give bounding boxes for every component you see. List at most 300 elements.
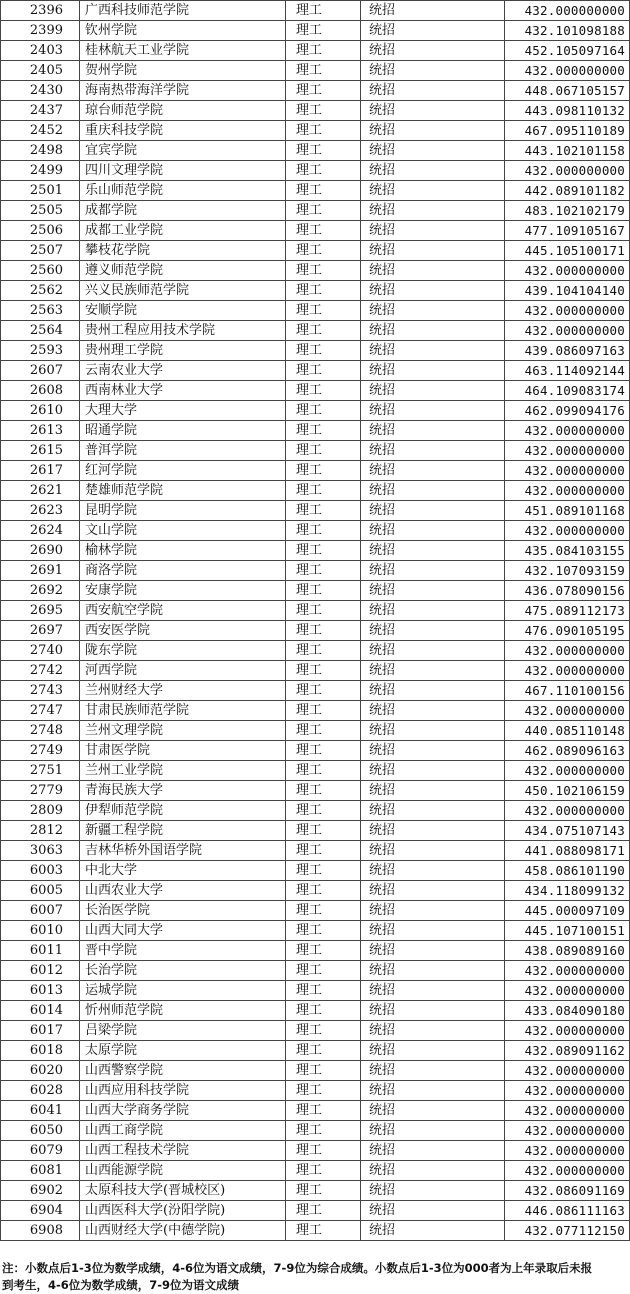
- category-cell: 理工: [286, 841, 361, 861]
- school-name-cell: 四川文理学院: [80, 161, 286, 181]
- table-row: [1, 501, 630, 521]
- school-code-text: 2613: [29, 423, 63, 438]
- school-name-cell: 遵义师范学院: [80, 261, 286, 281]
- school-code-cell: [1, 1161, 80, 1181]
- score-cell: 463.114092144: [505, 361, 630, 381]
- table-row: [1, 1161, 630, 1181]
- school-name-cell: 山西医科大学(汾阳学院): [80, 1201, 286, 1221]
- school-code-cell: [1, 361, 80, 381]
- category-cell: 理工: [286, 1001, 361, 1021]
- school-code-cell: [1, 821, 80, 841]
- school-code-text: 2690: [29, 543, 63, 558]
- school-code-text: 2615: [29, 443, 63, 458]
- score-cell: 432.000000000: [505, 441, 630, 461]
- category-cell: 理工: [286, 521, 361, 541]
- school-name-cell: 陇东学院: [80, 641, 286, 661]
- school-code-text: 2430: [29, 83, 63, 98]
- score-cell: 467.095110189: [505, 121, 630, 141]
- school-code-cell: [1, 1061, 80, 1081]
- school-code-text: 6908: [29, 1223, 63, 1238]
- category-cell: 理工: [286, 81, 361, 101]
- school-code-cell: [1, 901, 80, 921]
- table-row: [1, 1, 630, 21]
- category-cell: 理工: [286, 421, 361, 441]
- school-name-cell: 山西大同大学: [80, 921, 286, 941]
- school-code-cell: [1, 1201, 80, 1221]
- admission-type-cell: 统招: [361, 421, 505, 441]
- school-name-cell: 贵州理工学院: [80, 341, 286, 361]
- school-code-cell: [1, 121, 80, 141]
- score-cell: 433.084090180: [505, 1001, 630, 1021]
- table-row: [1, 761, 630, 781]
- school-code-cell: [1, 1101, 80, 1121]
- school-code-cell: [1, 581, 80, 601]
- school-code-text: 2748: [29, 723, 63, 738]
- score-cell: 440.085110148: [505, 721, 630, 741]
- admission-type-cell: 统招: [361, 681, 505, 701]
- table-row: [1, 1021, 630, 1041]
- school-code-cell: [1, 961, 80, 981]
- school-name-cell: 红河学院: [80, 461, 286, 481]
- score-cell: 452.105097164: [505, 41, 630, 61]
- table-row: [1, 921, 630, 941]
- table-row: [1, 601, 630, 621]
- school-code-cell: [1, 1121, 80, 1141]
- school-code-text: 2501: [29, 183, 63, 198]
- school-name-cell: 广西科技师范学院: [80, 1, 286, 21]
- category-cell: 理工: [286, 121, 361, 141]
- table-row: [1, 481, 630, 501]
- category-cell: 理工: [286, 821, 361, 841]
- school-code-cell: [1, 261, 80, 281]
- table-row: [1, 1201, 630, 1221]
- admission-type-cell: 统招: [361, 881, 505, 901]
- school-name-cell: 甘肃民族师范学院: [80, 701, 286, 721]
- admission-type-cell: 统招: [361, 501, 505, 521]
- school-code-text: 2747: [29, 703, 63, 718]
- school-code-text: 2452: [29, 123, 63, 138]
- school-code-text: 2812: [29, 823, 63, 838]
- school-code-text: 6010: [29, 923, 63, 938]
- score-cell: 432.000000000: [505, 61, 630, 81]
- school-code-cell: [1, 181, 80, 201]
- score-cell: 432.000000000: [505, 1121, 630, 1141]
- school-name-cell: 吕梁学院: [80, 1021, 286, 1041]
- admission-type-cell: 统招: [361, 341, 505, 361]
- score-cell: 432.089091162: [505, 1041, 630, 1061]
- admission-type-cell: 统招: [361, 441, 505, 461]
- score-cell: 432.000000000: [505, 1061, 630, 1081]
- admission-type-cell: 统招: [361, 201, 505, 221]
- category-cell: 理工: [286, 481, 361, 501]
- school-code-cell: [1, 281, 80, 301]
- school-code-text: 2743: [29, 683, 63, 698]
- school-code-cell: [1, 1001, 80, 1021]
- admission-type-cell: 统招: [361, 361, 505, 381]
- score-cell: 432.000000000: [505, 321, 630, 341]
- table-row: [1, 701, 630, 721]
- score-cell: 442.089101182: [505, 181, 630, 201]
- school-code-text: 2507: [29, 243, 63, 258]
- school-name-cell: 伊犁师范学院: [80, 801, 286, 821]
- school-code-cell: [1, 61, 80, 81]
- school-name-cell: 长治学院: [80, 961, 286, 981]
- table-row: [1, 1041, 630, 1061]
- table-row: [1, 161, 630, 181]
- school-code-text: 6028: [29, 1083, 63, 1098]
- category-cell: 理工: [286, 261, 361, 281]
- school-name-cell: 昆明学院: [80, 501, 286, 521]
- admission-type-cell: 统招: [361, 581, 505, 601]
- score-cell: 432.000000000: [505, 961, 630, 981]
- score-cell: 432.086091169: [505, 1181, 630, 1201]
- school-name-cell: 吉林华桥外国语学院: [80, 841, 286, 861]
- school-code-cell: [1, 721, 80, 741]
- score-cell: 434.118099132: [505, 881, 630, 901]
- school-name-cell: 山西能源学院: [80, 1161, 286, 1181]
- admission-type-cell: 统招: [361, 1221, 505, 1241]
- admission-type-cell: 统招: [361, 901, 505, 921]
- admission-type-cell: 统招: [361, 401, 505, 421]
- table-row: [1, 581, 630, 601]
- school-name-cell: 攀枝花学院: [80, 241, 286, 261]
- admission-type-cell: 统招: [361, 381, 505, 401]
- category-cell: 理工: [286, 201, 361, 221]
- category-cell: 理工: [286, 881, 361, 901]
- score-cell: 432.077112150: [505, 1221, 630, 1241]
- school-code-text: 2809: [29, 803, 63, 818]
- school-code-cell: [1, 201, 80, 221]
- table-row: [1, 441, 630, 461]
- school-name-cell: 太原科技大学(晋城校区): [80, 1181, 286, 1201]
- admission-type-cell: 统招: [361, 1, 505, 21]
- school-name-cell: 河西学院: [80, 661, 286, 681]
- school-code-cell: [1, 321, 80, 341]
- school-name-cell: 贵州工程应用技术学院: [80, 321, 286, 341]
- score-cell: 483.102102179: [505, 201, 630, 221]
- admission-type-cell: 统招: [361, 741, 505, 761]
- category-cell: 理工: [286, 1221, 361, 1241]
- table-row: [1, 561, 630, 581]
- school-name-cell: 太原学院: [80, 1041, 286, 1061]
- table-row: [1, 1061, 630, 1081]
- category-cell: 理工: [286, 1161, 361, 1181]
- category-cell: 理工: [286, 581, 361, 601]
- table-row: [1, 141, 630, 161]
- score-cell: 438.089089160: [505, 941, 630, 961]
- table-row: [1, 321, 630, 341]
- score-cell: 432.000000000: [505, 981, 630, 1001]
- score-cell: 445.000097109: [505, 901, 630, 921]
- category-cell: 理工: [286, 661, 361, 681]
- category-cell: 理工: [286, 1081, 361, 1101]
- admission-type-cell: 统招: [361, 761, 505, 781]
- school-code-text: 6012: [29, 963, 63, 978]
- school-name-cell: 山西工商学院: [80, 1121, 286, 1141]
- admission-type-cell: 统招: [361, 541, 505, 561]
- school-code-cell: [1, 301, 80, 321]
- school-code-cell: [1, 101, 80, 121]
- category-cell: 理工: [286, 961, 361, 981]
- admission-type-cell: 统招: [361, 1061, 505, 1081]
- admission-type-cell: 统招: [361, 481, 505, 501]
- table-row: [1, 801, 630, 821]
- school-code-text: 2437: [29, 103, 63, 118]
- admission-type-cell: 统招: [361, 641, 505, 661]
- school-code-cell: [1, 841, 80, 861]
- table-body: [1, 1, 630, 1241]
- school-name-cell: 云南农业大学: [80, 361, 286, 381]
- admission-type-cell: 统招: [361, 461, 505, 481]
- admission-type-cell: 统招: [361, 841, 505, 861]
- school-code-text: 2749: [29, 743, 63, 758]
- category-cell: 理工: [286, 501, 361, 521]
- category-cell: 理工: [286, 441, 361, 461]
- category-cell: 理工: [286, 221, 361, 241]
- admission-type-cell: 统招: [361, 161, 505, 181]
- score-cell: 432.000000000: [505, 301, 630, 321]
- school-name-cell: 商洛学院: [80, 561, 286, 581]
- score-cell: 432.000000000: [505, 461, 630, 481]
- school-code-text: 2506: [29, 223, 63, 238]
- admission-type-cell: 统招: [361, 301, 505, 321]
- score-cell: 432.000000000: [505, 1021, 630, 1041]
- table-row: [1, 901, 630, 921]
- table-row: [1, 461, 630, 481]
- table-row: [1, 741, 630, 761]
- table-row: [1, 1001, 630, 1021]
- table-row: [1, 401, 630, 421]
- table-row: [1, 421, 630, 441]
- category-cell: 理工: [286, 561, 361, 581]
- table-row: [1, 41, 630, 61]
- category-cell: 理工: [286, 901, 361, 921]
- score-cell: 432.000000000: [505, 521, 630, 541]
- admission-type-cell: 统招: [361, 1121, 505, 1141]
- score-cell: 432.000000000: [505, 1081, 630, 1101]
- school-code-cell: [1, 381, 80, 401]
- admission-type-cell: 统招: [361, 801, 505, 821]
- admission-type-cell: 统招: [361, 281, 505, 301]
- school-code-cell: [1, 161, 80, 181]
- school-code-text: 2563: [29, 303, 63, 318]
- school-code-text: 2593: [29, 343, 63, 358]
- school-name-cell: 晋中学院: [80, 941, 286, 961]
- school-code-cell: [1, 641, 80, 661]
- category-cell: 理工: [286, 141, 361, 161]
- category-cell: 理工: [286, 941, 361, 961]
- admission-type-cell: 统招: [361, 521, 505, 541]
- score-cell: 475.089112173: [505, 601, 630, 621]
- school-name-cell: 琼台师范学院: [80, 101, 286, 121]
- admission-type-cell: 统招: [361, 121, 505, 141]
- admission-type-cell: 统招: [361, 241, 505, 261]
- school-code-cell: [1, 741, 80, 761]
- school-code-text: 2695: [29, 603, 63, 618]
- school-name-cell: 兰州财经大学: [80, 681, 286, 701]
- table-row: [1, 101, 630, 121]
- school-name-cell: 榆林学院: [80, 541, 286, 561]
- admission-type-cell: 统招: [361, 61, 505, 81]
- school-name-cell: 楚雄师范学院: [80, 481, 286, 501]
- school-code-text: 2617: [29, 463, 63, 478]
- score-cell: 432.101098188: [505, 21, 630, 41]
- admission-type-cell: 统招: [361, 321, 505, 341]
- school-code-cell: [1, 41, 80, 61]
- admission-type-cell: 统招: [361, 181, 505, 201]
- table-row: [1, 821, 630, 841]
- school-code-cell: [1, 561, 80, 581]
- school-code-text: 6013: [29, 983, 63, 998]
- category-cell: 理工: [286, 1101, 361, 1121]
- school-code-text: 2560: [29, 263, 63, 278]
- school-name-cell: 山西工程技术学院: [80, 1141, 286, 1161]
- admission-type-cell: 统招: [361, 101, 505, 121]
- category-cell: 理工: [286, 621, 361, 641]
- school-name-cell: 新疆工程学院: [80, 821, 286, 841]
- admission-type-cell: 统招: [361, 661, 505, 681]
- school-code-text: 2623: [29, 503, 63, 518]
- category-cell: 理工: [286, 301, 361, 321]
- school-name-cell: 成都工业学院: [80, 221, 286, 241]
- score-cell: 445.105100171: [505, 241, 630, 261]
- category-cell: 理工: [286, 681, 361, 701]
- footnote: 注：小数点后1-3位为数学成绩，4-6位为语文成绩，7-9位为综合成绩。小数点后1-3位为000者为上年录取后未报到考生，4-6位为数学成绩，7-9位为语文成绩: [2, 1261, 593, 1292]
- school-code-text: 6017: [29, 1023, 63, 1038]
- score-cell: 458.086101190: [505, 861, 630, 881]
- category-cell: 理工: [286, 61, 361, 81]
- school-code-text: 2608: [29, 383, 63, 398]
- school-name-cell: 成都学院: [80, 201, 286, 221]
- score-cell: 432.000000000: [505, 1141, 630, 1161]
- category-cell: 理工: [286, 921, 361, 941]
- school-code-cell: [1, 921, 80, 941]
- category-cell: 理工: [286, 101, 361, 121]
- score-cell: 432.000000000: [505, 661, 630, 681]
- school-code-cell: [1, 801, 80, 821]
- category-cell: 理工: [286, 381, 361, 401]
- school-name-cell: 安康学院: [80, 581, 286, 601]
- score-cell: 462.099094176: [505, 401, 630, 421]
- score-cell: 441.088098171: [505, 841, 630, 861]
- school-name-cell: 钦州学院: [80, 21, 286, 41]
- school-code-cell: [1, 81, 80, 101]
- school-code-text: 2740: [29, 643, 63, 658]
- table-row: [1, 661, 630, 681]
- admission-type-cell: 统招: [361, 1041, 505, 1061]
- admission-type-cell: 统招: [361, 561, 505, 581]
- admission-type-cell: 统招: [361, 981, 505, 1001]
- category-cell: 理工: [286, 861, 361, 881]
- score-cell: 464.109083174: [505, 381, 630, 401]
- school-code-cell: [1, 341, 80, 361]
- school-code-cell: [1, 441, 80, 461]
- school-code-text: 6011: [29, 943, 63, 958]
- score-cell: 439.086097163: [505, 341, 630, 361]
- admission-type-cell: 统招: [361, 941, 505, 961]
- table-row: [1, 61, 630, 81]
- admission-type-cell: 统招: [361, 141, 505, 161]
- score-cell: 439.104104140: [505, 281, 630, 301]
- admission-type-cell: 统招: [361, 621, 505, 641]
- category-cell: 理工: [286, 181, 361, 201]
- school-name-cell: 重庆科技学院: [80, 121, 286, 141]
- category-cell: 理工: [286, 281, 361, 301]
- school-code-text: 6904: [29, 1203, 63, 1218]
- admission-type-cell: 统招: [361, 21, 505, 41]
- category-cell: 理工: [286, 1061, 361, 1081]
- score-cell: 432.000000000: [505, 1, 630, 21]
- school-code-text: 2405: [29, 63, 63, 78]
- category-cell: 理工: [286, 161, 361, 181]
- school-code-text: 6018: [29, 1043, 63, 1058]
- category-cell: 理工: [286, 341, 361, 361]
- table-row: [1, 361, 630, 381]
- score-cell: 432.000000000: [505, 161, 630, 181]
- score-cell: 432.000000000: [505, 641, 630, 661]
- admission-type-cell: 统招: [361, 221, 505, 241]
- category-cell: 理工: [286, 241, 361, 261]
- school-code-cell: [1, 461, 80, 481]
- school-code-text: 2691: [29, 563, 63, 578]
- category-cell: 理工: [286, 321, 361, 341]
- school-code-text: 3063: [29, 843, 63, 858]
- admission-type-cell: 统招: [361, 861, 505, 881]
- score-cell: 435.084103155: [505, 541, 630, 561]
- table-row: [1, 301, 630, 321]
- score-cell: 467.110100156: [505, 681, 630, 701]
- table-row: [1, 181, 630, 201]
- school-code-cell: [1, 621, 80, 641]
- school-code-cell: [1, 221, 80, 241]
- category-cell: 理工: [286, 1201, 361, 1221]
- school-name-cell: 大理大学: [80, 401, 286, 421]
- school-name-cell: 忻州师范学院: [80, 1001, 286, 1021]
- table-row: [1, 621, 630, 641]
- table-row: [1, 1121, 630, 1141]
- score-cell: 432.107093159: [505, 561, 630, 581]
- school-code-text: 6020: [29, 1063, 63, 1078]
- category-cell: 理工: [286, 1121, 361, 1141]
- table-row: [1, 1101, 630, 1121]
- school-name-cell: 西安航空学院: [80, 601, 286, 621]
- category-cell: 理工: [286, 41, 361, 61]
- score-cell: 443.102101158: [505, 141, 630, 161]
- admission-type-cell: 统招: [361, 1001, 505, 1021]
- table-row: [1, 781, 630, 801]
- school-code-text: 6003: [29, 863, 63, 878]
- school-code-cell: [1, 1081, 80, 1101]
- admission-type-cell: 统招: [361, 1101, 505, 1121]
- school-name-cell: 乐山师范学院: [80, 181, 286, 201]
- school-code-text: 6081: [29, 1163, 63, 1178]
- score-cell: 432.000000000: [505, 1101, 630, 1121]
- table-row: [1, 281, 630, 301]
- school-code-cell: [1, 21, 80, 41]
- school-name-cell: 海南热带海洋学院: [80, 81, 286, 101]
- table-row: [1, 521, 630, 541]
- category-cell: 理工: [286, 801, 361, 821]
- school-code-text: 6902: [29, 1183, 63, 1198]
- admission-type-cell: 统招: [361, 1181, 505, 1201]
- table-row: [1, 221, 630, 241]
- school-code-text: 2498: [29, 143, 63, 158]
- score-cell: 462.089096163: [505, 741, 630, 761]
- category-cell: 理工: [286, 361, 361, 381]
- school-code-cell: [1, 681, 80, 701]
- admission-type-cell: 统招: [361, 1021, 505, 1041]
- school-name-cell: 昭通学院: [80, 421, 286, 441]
